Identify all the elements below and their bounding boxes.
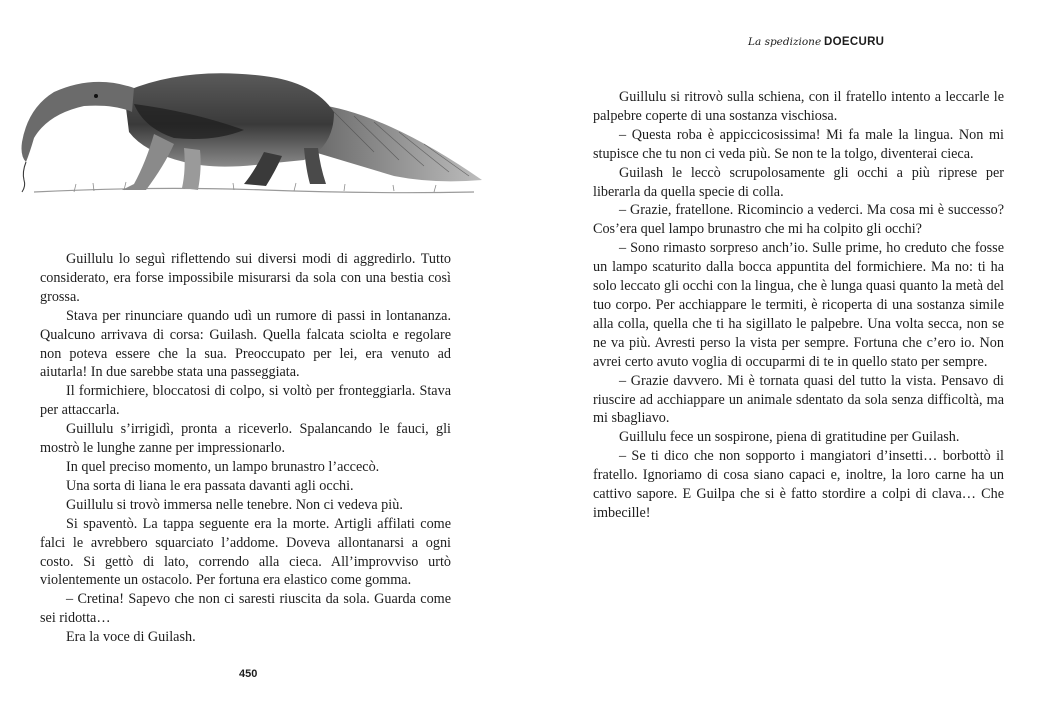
paragraph: Guillulu s’irrigidì, pronta a riceverlo. Spalancando le fauci, gli mostrò le lunghe zanne per impressionarlo. <box>40 421 451 457</box>
left-page <box>0 0 524 720</box>
paragraph: Guilash le leccò scrupolosamente gli occhi a più riprese per liberarla da quella specie di colla. <box>593 164 1004 200</box>
paragraph: In quel preciso momento, un lampo brunastro l’accecò. <box>66 458 380 475</box>
page-number: 450 <box>239 668 258 680</box>
right-page <box>524 0 1049 720</box>
paragraph: – Questa roba è appiccicosissima! Mi fa male la lingua. Non mi stupisce che tu non ci veda più. Se non te la tolgo, diventerai cieca. <box>593 126 1004 162</box>
paragraph: Una sorta di liana le era passata davanti agli occhi. <box>66 477 354 494</box>
paragraph: – Grazie, fratellone. Ricomincio a vederci. Ma cosa mi è successo? Cos’era quel lampo brunastro che mi ha colpito gli occhi? <box>593 202 1004 238</box>
paragraph: – Sono rimasto sorpreso anch’io. Sulle prime, ho creduto che fosse un lampo scaturito dalla bocca appuntita del formichiere. Ma no: ti ha solo leccato gli occhi con la lingua, che è lunga quasi quanto la metà del tuo corpo. Per acchiappare le termiti, è ricoperta di una sostanza simile alla colla, quella che ti ha sigillato le palpebre. Una volta secca, non se ne va più. Avresti perso la vista per sempre. Fortuna che c’ero io. Non avrei certo avuto voglia di occuparmi di te in quello stato per sempre. <box>593 240 1004 370</box>
paragraph: Stava per rinunciare quando udì un rumore di passi in lontananza. Qualcuno arrivava di corsa: Guilash. Quella falcata sciolta e regolare non poteva essere che la sua. Preoccupato per lei, era venuto ad aiutarla! In due sarebbe stata una passeggiata. <box>40 307 451 381</box>
left-page-body-text <box>40 250 451 647</box>
paragraph: – Grazie davvero. Mi è tornata quasi del tutto la vista. Pensavo di riuscire ad acchiappare un animale sdentato da sola senza difficoltà, ma mi sbagliavo. <box>593 372 1004 427</box>
running-head-italic: La spedizione <box>748 36 822 48</box>
anteater-illustration <box>14 52 484 212</box>
running-head <box>748 36 884 48</box>
paragraph: – Cretina! Sapevo che non ci saresti riuscita da sola. Guarda come sei ridotta… <box>40 591 451 627</box>
paragraph: Guillulu lo seguì riflettendo sui diversi modi di aggredirlo. Tutto considerato, era forse impossibile misurarsi da sola con una bestia così grossa. <box>40 251 451 305</box>
right-page-body-text <box>593 88 1004 523</box>
paragraph: Guillulu fece un sospirone, piena di gratitudine per Guilash. <box>619 429 960 446</box>
paragraph: Guillulu si trovò immersa nelle tenebre. Non ci vedeva più. <box>66 496 403 513</box>
paragraph: Si spaventò. La tappa seguente era la morte. Artigli affilati come falci le avrebbero squarciato l’addome. Doveva allontanarsi a ogni costo. Si gettò di lato, correndo alla cieca. All’improvviso urtò violentemente un ostacolo. Per fortuna era elastico come gomma. <box>40 515 451 589</box>
paragraph: Era la voce di Guilash. <box>66 629 196 646</box>
paragraph: Il formichiere, bloccatosi di colpo, si voltò per fronteggiarla. Stava per attaccarla. <box>40 383 451 419</box>
running-head-bold: DOECURU <box>824 36 885 48</box>
paragraph: Guillulu si ritrovò sulla schiena, con il fratello intento a leccarle le palpebre coperte di una sostanza vischiosa. <box>593 89 1004 124</box>
paragraph: – Se ti dico che non sopporto i mangiatori d’insetti… borbottò il fratello. Ignoriamo di cosa siano capaci e, inoltre, la loro carne ha un cattivo sapore. E Guilpa che si è fatto stordire a colpi di clava… Che imbecille! <box>593 448 1004 521</box>
